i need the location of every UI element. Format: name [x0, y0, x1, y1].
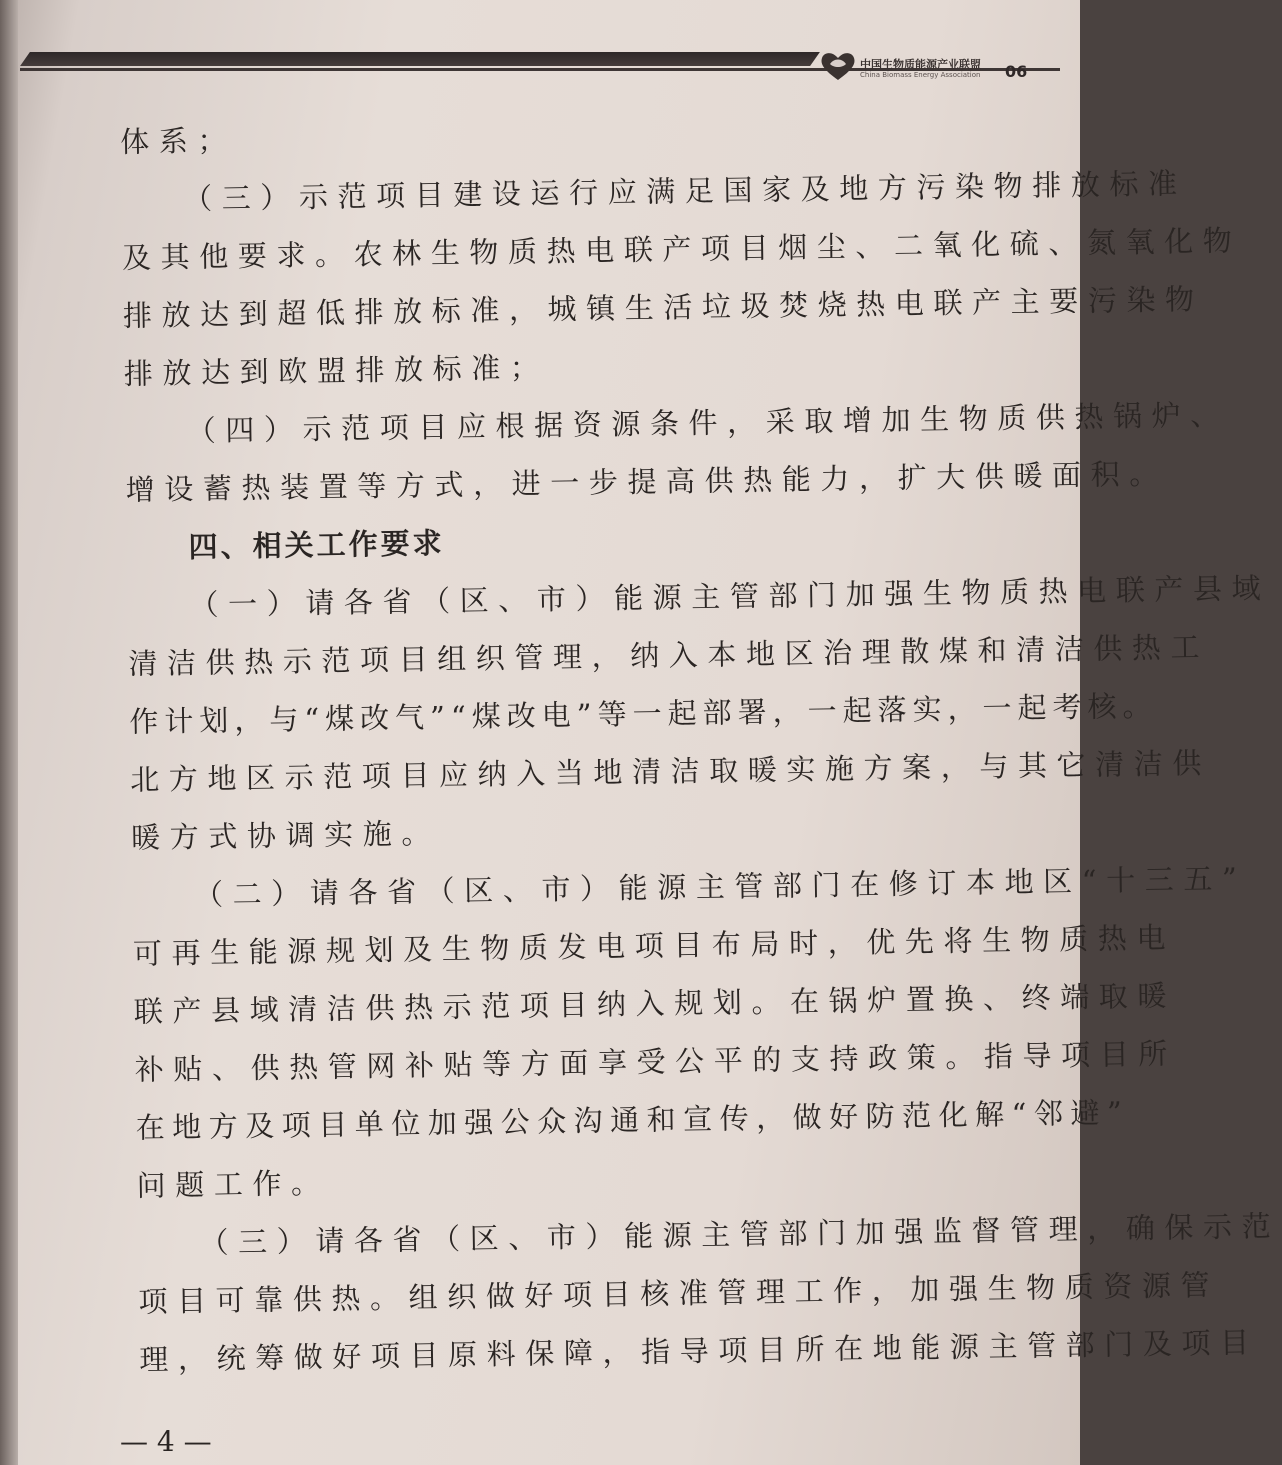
text-line: （一）请各省（区、市）能源主管部门加强生物质热电联产县域 — [189, 570, 1271, 622]
text-line: （四）示范项目应根据资源条件，采取增加生物质供热锅炉、 — [186, 397, 1230, 448]
text-line: 及其他要求。农林生物质热电联产项目烟尘、二氧化硫、氮氧化物 — [121, 223, 1242, 275]
text-line: 作计划，与“煤改气”“煤改电”等一起部署，一起落实，一起考核。 — [129, 688, 1158, 739]
section-heading: 四、相关工作要求 — [188, 525, 445, 564]
header-bar — [20, 52, 820, 66]
text-line: （三）示范项目建设运行应满足国家及地方污染物排放标准 — [182, 166, 1187, 217]
text-line: 暖方式协调实施。 — [130, 816, 441, 855]
header-page-number: 06 — [1005, 62, 1028, 81]
text-line: （二）请各省（区、市）能源主管部门在修订本地区“十三五” — [193, 861, 1247, 912]
text-line: 理，统筹做好项目原料保障，指导项目所在地能源主管部门及项目 — [139, 1325, 1259, 1377]
text-line: （三）请各省（区、市）能源主管部门加强监督管理，确保示范 — [199, 1208, 1281, 1260]
footer-page-number: — 4 — — [120, 1425, 212, 1458]
heart-leaf-logo-icon — [818, 50, 858, 82]
brand-name-en: China Biomass Energy Association — [860, 71, 981, 79]
text-line: 体系； — [119, 123, 237, 159]
text-line: 问题工作。 — [136, 1165, 330, 1203]
text-line: 增设蓄热装置等方式，进一步提高供热能力，扩大供暖面积。 — [125, 456, 1169, 507]
text-line: 联产县域清洁供热示范项目纳入规划。在锅炉置换、终端取暖 — [133, 978, 1177, 1029]
text-line: 排放达到超低排放标准，城镇生活垃圾焚烧热电联产主要污染物 — [122, 282, 1204, 333]
header-brand — [818, 48, 1008, 88]
text-line: 项目可靠供热。组织做好项目核准管理工作，加强生物质资源管 — [138, 1267, 1220, 1319]
document-body — [119, 114, 1281, 1377]
text-line: 可再生能源规划及生物质发电项目布局时，优先将生物质热电 — [132, 920, 1176, 971]
text-line: 北方地区示范项目应纳入当地清洁取暖实施方案，与其它清洁供 — [129, 745, 1212, 797]
text-line: 补贴、供热管网补贴等方面享受公平的支持政策。指导项目所 — [134, 1036, 1178, 1087]
book-spine-shadow — [0, 0, 18, 1465]
text-line: 排放达到欧盟排放标准； — [123, 350, 549, 391]
brand-name-cn: 中国生物质能源产业联盟 — [860, 58, 981, 71]
text-line: 在地方及项目单位加强公众沟通和宣传，做好防范化解“邻避” — [135, 1095, 1130, 1145]
text-line: 清洁供热示范项目组织管理，纳入本地区治理散煤和清洁供热工 — [128, 629, 1210, 681]
